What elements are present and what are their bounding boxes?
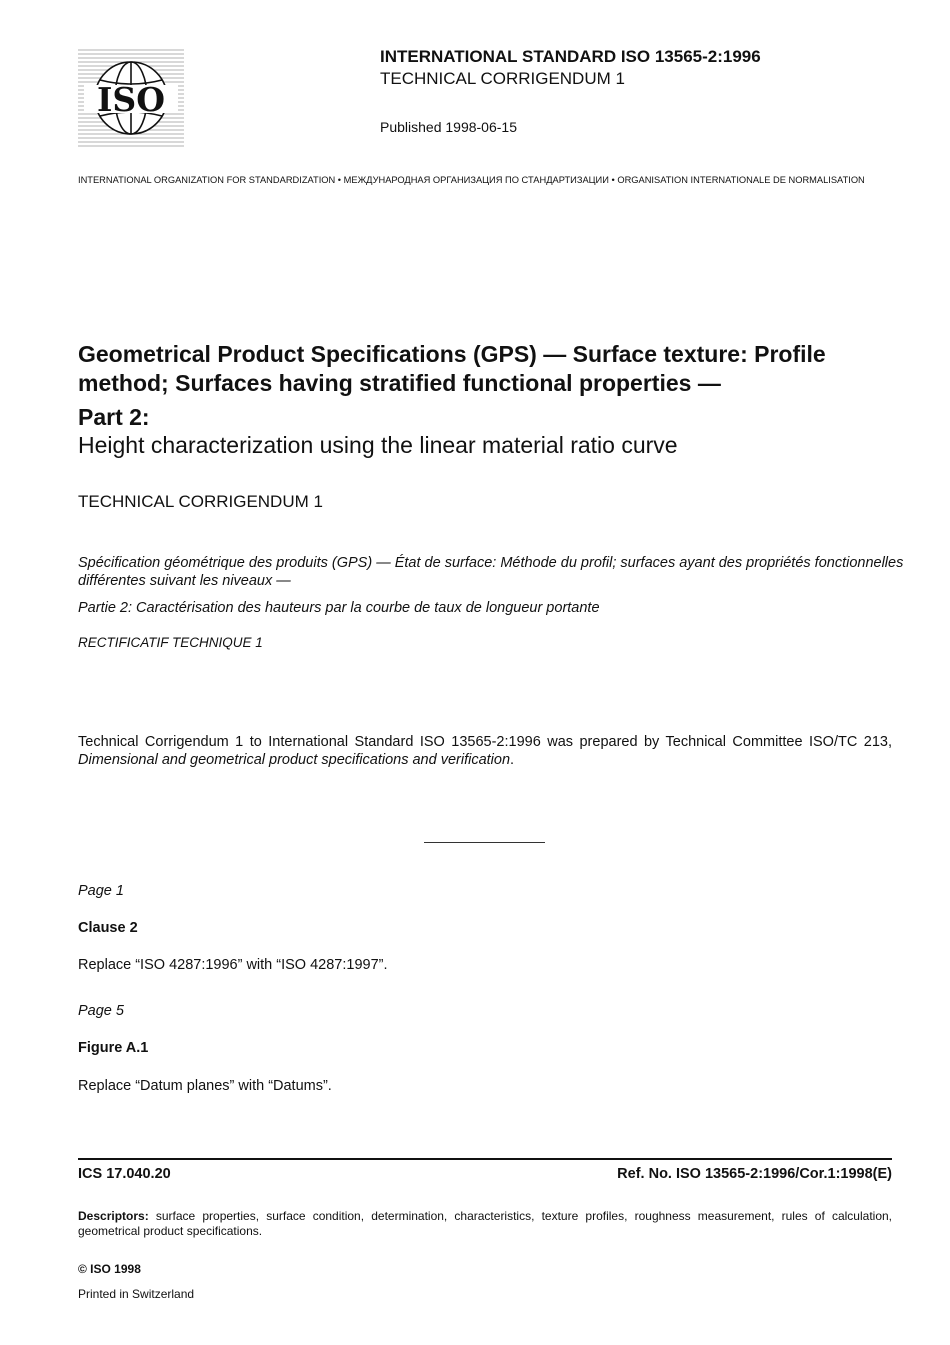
iso-logo-text: ISO xyxy=(96,80,166,119)
descriptors xyxy=(78,1209,892,1239)
preparation-text: Technical Corrigendum 1 to International Standard ISO 13565-2:1996 was prepared by Technical Committee ISO/TC 213, xyxy=(78,734,892,750)
part-label: Part 2: xyxy=(78,404,150,430)
correction-page: Page 1 xyxy=(78,883,124,899)
correction-text: Replace “Datum planes” with “Datums”. xyxy=(78,1078,332,1094)
french-part-title: Partie 2: Caractérisation des hauteurs par la courbe de taux de longueur portante xyxy=(78,600,600,616)
standard-title: INTERNATIONAL STANDARD ISO 13565-2:1996 xyxy=(380,47,761,66)
printed-in: Printed in Switzerland xyxy=(78,1287,195,1301)
iso-logo xyxy=(78,48,184,148)
correction-heading: Clause 2 xyxy=(78,920,138,936)
copyright: © ISO 1998 xyxy=(78,1262,141,1276)
descriptors-label: Descriptors: xyxy=(78,1209,149,1223)
standard-subtitle: TECHNICAL CORRIGENDUM 1 xyxy=(380,69,625,88)
document-title: Geometrical Product Specifications (GPS) — Surface texture: Profile method; Surfaces having stratified functional properties — xyxy=(78,341,826,396)
committee-title: Dimensional and geometrical product specifications and verification xyxy=(78,752,511,768)
footer-rule xyxy=(78,1158,892,1160)
ics-code: ICS 17.040.20 xyxy=(78,1166,171,1182)
part-title: Height characterization using the linear material ratio curve xyxy=(78,432,678,458)
reference-number: Ref. No. ISO 13565-2:1996/Cor.1:1998(E) xyxy=(617,1166,892,1182)
correction-page: Page 5 xyxy=(78,1003,124,1019)
correction-text: Replace “ISO 4287:1996” with “ISO 4287:1997”. xyxy=(78,957,388,973)
published-date: Published 1998-06-15 xyxy=(380,119,517,135)
corrigendum-label: TECHNICAL CORRIGENDUM 1 xyxy=(78,492,323,511)
organization-line: INTERNATIONAL ORGANIZATION FOR STANDARDIZATION • МЕЖДУНАРОДНАЯ ОРГАНИЗАЦИЯ ПО СТАНДАРТИЗАЦИИ • ORGANISATION INTERNATIONALE DE NORMALISATION xyxy=(78,175,865,185)
correction-heading: Figure A.1 xyxy=(78,1040,149,1056)
french-corrigendum-label: RECTIFICATIF TECHNIQUE 1 xyxy=(78,635,263,650)
preparation-end: . xyxy=(510,752,515,768)
preparation-paragraph xyxy=(78,733,892,769)
french-title: Spécification géométrique des produits (GPS) — État de surface: Méthode du profil; surfaces ayant des propriétés fonctionnelles différentes suivant les niveaux — xyxy=(78,555,904,589)
descriptors-text: surface properties, surface condition, determination, characteristics, texture profiles, roughness measurement, rules of calculation, geometrical product specifications. xyxy=(78,1209,892,1238)
separator-line xyxy=(424,842,545,843)
